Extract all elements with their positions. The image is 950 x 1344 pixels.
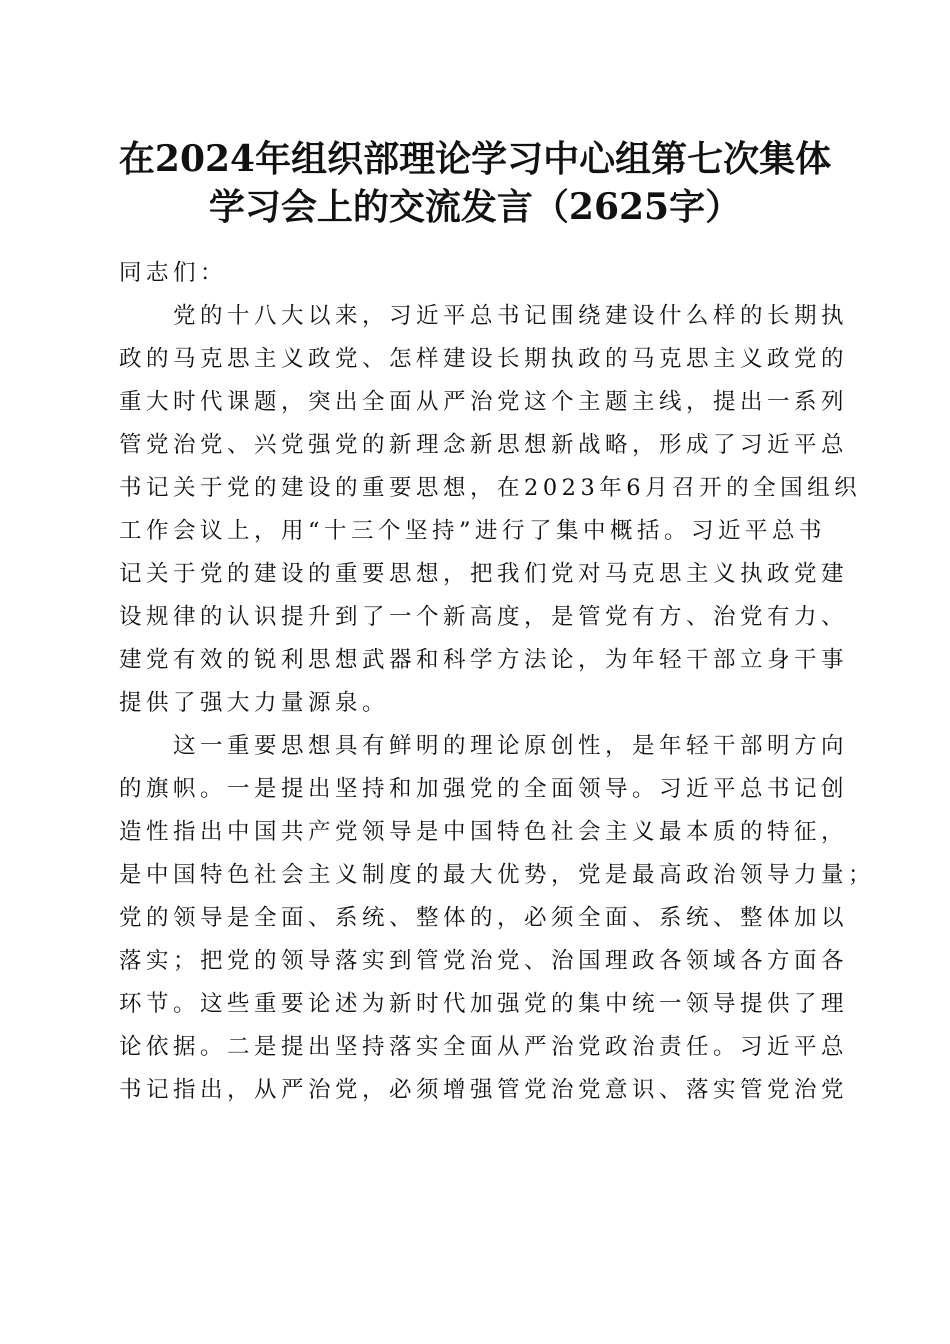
paragraph-line: 落实；把党的领导落实到管党治党、治国理政各领域各方面各: [119, 948, 849, 974]
paragraph-line: 造性指出中国共产党领导是中国特色社会主义最本质的特征，: [119, 819, 849, 845]
paragraph-line: 设规律的认识提升到了一个新高度，是管党有方、治党有力、: [119, 604, 849, 630]
paragraph-line: 工作会议上，用“十三个坚持”进行了集中概括。习近平总书: [119, 518, 827, 544]
paragraph-line: 这一重要思想具有鲜明的理论原创性，是年轻干部明方向: [173, 733, 849, 759]
paragraph-line: 政的马克思主义政党、怎样建设长期执政的马克思主义政党的: [119, 346, 849, 372]
paragraph-line: 书记指出，从严治党，必须增强管党治党意识、落实管党治党: [119, 1077, 849, 1103]
paragraph-line: 记关于党的建设的重要思想，把我们党对马克思主义执政党建: [119, 561, 849, 587]
paragraph-1: [119, 295, 862, 725]
paragraph-line: 重大时代课题，突出全面从严治党这个主题主线，提出一系列: [119, 389, 849, 415]
paragraph-2: [119, 725, 876, 1112]
paragraph-line: 论依据。二是提出坚持落实全面从严治党政治责任。习近平总: [119, 1034, 849, 1060]
paragraph-line: 是中国特色社会主义制度的最大优势，党是最高政治领导力量；: [119, 862, 876, 888]
paragraph-line: 环节。这些重要论述为新时代加强党的集中统一领导提供了理: [119, 991, 849, 1017]
title-line-2: 学习会上的交流发言（2625字）: [208, 186, 742, 228]
document-title: [100, 135, 850, 231]
paragraph-line: 的旗帜。一是提出坚持和加强党的全面领导。习近平总书记创: [119, 776, 849, 802]
paragraph-line: 管党治党、兴党强党的新理念新思想新战略，形成了习近平总: [119, 432, 849, 458]
paragraph-line: 书记关于党的建设的重要思想，在2023年6月召开的全国组织: [119, 475, 862, 501]
title-line-1: 在2024年组织部理论学习中心组第七次集体: [118, 138, 832, 180]
paragraph-line: 党的领导是全面、系统、整体的，必须全面、系统、整体加以: [119, 905, 849, 931]
paragraph-line: 提供了强大力量源泉。: [119, 690, 390, 716]
document-body: [119, 252, 876, 1112]
paragraph-line: 建党有效的锐利思想武器和科学方法论，为年轻干部立身干事: [119, 647, 849, 673]
salutation: 同志们：: [119, 260, 228, 286]
paragraph-line: 党的十八大以来，习近平总书记围绕建设什么样的长期执: [173, 303, 849, 329]
